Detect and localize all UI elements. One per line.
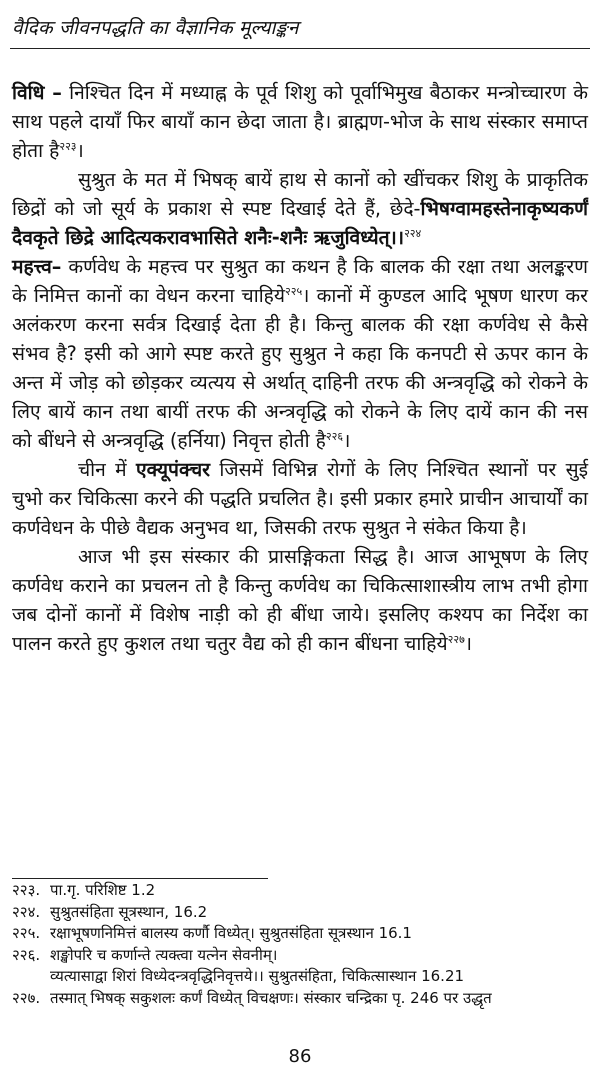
footnote-rule (12, 878, 268, 879)
paragraph-text: निश्चित दिन में मध्याह्न के पूर्व शिशु को पूर्वाभिमुख बैठाकर मन्त्रोच्चारण के साथ पहले दायाँ फिर बायाँ कान छेदा जाता है। ब्राह्मण-भोज के साथ संस्कार समाप्त होता है (12, 81, 588, 162)
footnote-224 (12, 902, 592, 924)
footnote-number: २२४. (12, 902, 41, 921)
paragraph-relevance (12, 542, 588, 658)
running-header-title: वैदिक जीवनपद्धति का वैज्ञानिक मूल्याङ्कन (12, 17, 299, 39)
header-rule (10, 48, 590, 49)
footnote-number: २२५. (12, 924, 41, 942)
page-number: 86 (288, 1046, 312, 1067)
paragraph-end: । (343, 429, 351, 452)
paragraph-text: कर्णवेध के महत्त्व पर सुश्रुत का कथन है कि बालक की रक्षा तथा अलङ्करण के निमित्त कानों का वेधन करना चाहिये (12, 255, 588, 307)
footnote-223 (12, 880, 592, 902)
footnote-ref: २२७ (447, 633, 465, 646)
footnote-text: शङ्खोपरि च कर्णान्ते त्यक्त्वा यत्नेन सेवनीम्। (50, 945, 278, 964)
paragraph-text: जिसमें विभिन्न रोगों के लिए निश्चित स्थानों पर सुई चुभो कर चिकित्सा करने की पद्धति प्रचलित है। इसी प्रकार हमारे प्राचीन आचार्यों का कर्णवेधन के पीछे वैद्यक अनुभव था, जिसकी तरफ सुश्रुत ने संकेत किया है। (12, 458, 588, 539)
footnote-ref: २२३ (59, 140, 77, 153)
footnote-text: तस्मात् भिषक् सकुशलः कर्णं विध्येत् विचक्षणः। संस्कार चन्द्रिका पृ. 246 पर उद्धृत (50, 988, 492, 1007)
paragraph-text: आज भी इस संस्कार की प्रासङ्गिकता सिद्ध है। आज आभूषण के लिए कर्णवेध कराने का प्रचलन तो है किन्तु कर्णवेध का चिकित्साशास्त्रीय लाभ तभी होगा जब दोनों कानों में विशेष नाड़ी को ही बींधा जाये। इसलिए कश्यप का निर्देश का पालन करते हुए कुशल तथा चतुर वैद्य को ही कान बींधना चाहिये (12, 545, 588, 655)
bold-term-acupuncture: एक्यूपंक्चर (136, 458, 210, 481)
section-label-mahattva: महत्त्व– (12, 255, 62, 278)
footnote-226-continuation: व्यत्यासाद्वा शिरां विध्येदन्त्रवृद्धिनिवृत्तये।। सुश्रुतसंहिता, चिकित्सास्थान 16.21 (50, 967, 465, 985)
paragraph-mahattva (12, 252, 588, 455)
paragraph-text: सुश्रुत के मत में भिषक् बायें हाथ से कानों को खींचकर शिशु के प्राकृतिक छिद्रों को जो सूर्य के प्रकाश से स्पष्ट दिखाई देते हैं, छेदे- (12, 168, 588, 220)
footnote-ref: २२५ (285, 285, 303, 298)
footnote-text: पा.गृ. परिशिष्ट 1.2 (50, 881, 156, 899)
paragraph-acupuncture (12, 455, 588, 542)
section-label-vidhi: विधि – (12, 81, 62, 104)
main-text (12, 78, 588, 658)
paragraph-text: । कानों में कुण्डल आदि भूषण धारण कर अलंकरण करना सर्वत्र दिखाई देता ही है। किन्तु बालक की रक्षा कर्णवेध से कैसे संभव है? इसी को आगे स्पष्ट करते हुए सुश्रुत ने कहा कि कनपटी से ऊपर कान के अन्त में जोड़ को छोड़कर व्यत्यय से अर्थात् दाहिनी तरफ की अन्त्रवृद्धि को रोकने के लिए बायें कान तथा बायीं तरफ की अन्त्रवृद्धि को रोकने के लिए दायें कान की नस को बींधने से अन्त्रवृद्धि (हर्निया) निवृत्त होती है (12, 284, 588, 452)
paragraph-vidhi (12, 78, 588, 165)
footnote-number: २२३. (12, 881, 41, 899)
footnotes (12, 880, 592, 1009)
footnote-225 (12, 923, 592, 945)
sanskrit-quote: भिषग्वामहस्तेनाकृष्यकर्णं दैवकृते छिद्रे आदित्यकरावभासिते शनैः-शनैः ऋजुविध्येत्।। (12, 197, 588, 249)
footnote-226 (12, 945, 592, 967)
footnote-text: सुश्रुतसंहिता सूत्रस्थान, 16.2 (50, 902, 208, 921)
footnote-ref: २२४ (404, 227, 422, 240)
paragraph-end: । (464, 632, 473, 655)
footnote-number: २२७. (12, 988, 41, 1007)
footnote-number: २२६. (12, 945, 41, 964)
footnote-ref: २२६ (325, 430, 344, 443)
paragraph-text: चीन में (78, 458, 137, 481)
footnote-text: रक्षाभूषणनिमित्तं बालस्य कर्णौ विध्येत्। सुश्रुतसंहिता सूत्रस्थान 16.1 (50, 924, 412, 942)
footnote-227 (12, 988, 592, 1010)
paragraph-sushruta (12, 165, 588, 252)
paragraph-end: । (76, 139, 84, 162)
